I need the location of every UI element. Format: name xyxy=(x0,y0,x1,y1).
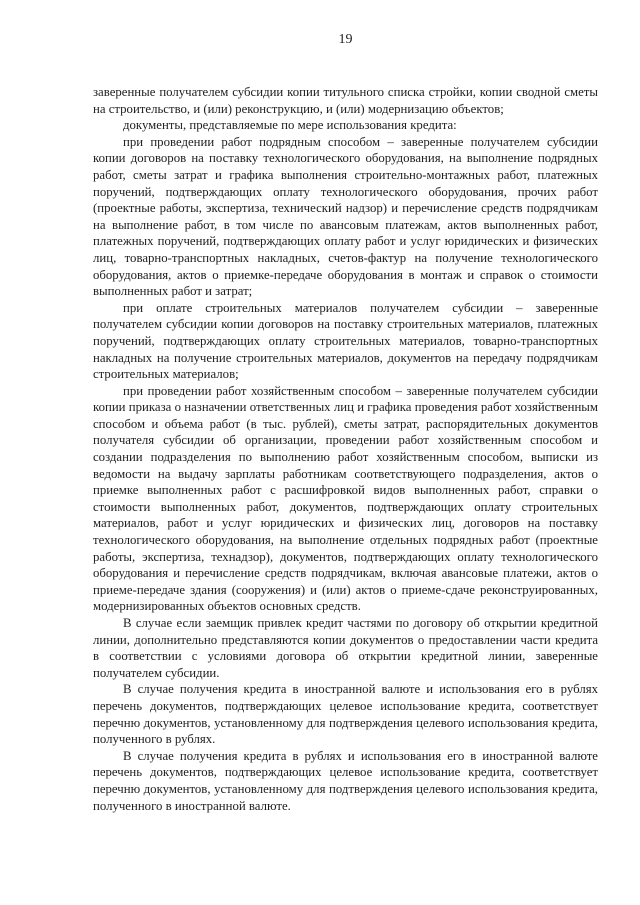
paragraph-7: В случае получения кредита в иностранной валюте и использования его в рублях перечень документов, подтверждающих целевое использование кредита, соответствует перечню документов, установленному для подтверждения целевого использования кредита, полученного в рублях. xyxy=(93,682,598,747)
paragraph-3: при проведении работ подрядным способом – заверенные получателем субсидии копии договоров на поставку технологического оборудования, на выполнение подрядных работ, сметы затрат и графика выполнения строительно-монтажных работ, платежных поручений, подтверждающих оплату технологического оборудования, прочих работ (проектные работы, экспертиза, технический надзор) и перечисление средств подрядчикам на выполнение работ, в том числе по авансовым платежам, актов выполненных работ, платежных поручений, подтверждающих оплату работ и услуг юридических и физических лиц, товарно-транспортных накладных, счетов-фактур на получение технологического оборудования, актов о приемке-передаче оборудования в монтаж и справок о стоимости выполненных работ и затрат; xyxy=(93,134,598,299)
paragraph-4: при оплате строительных материалов получателем субсидии – заверенные получателем субсидии копии договоров на поставку строительных материалов, платежных поручений, подтверждающих оплату строительных материалов, товарно-транспортных накладных на получение строительных материалов, документов на передачу подрядчикам строительных материалов; xyxy=(93,300,598,382)
document-body xyxy=(93,84,598,814)
paragraph-1: заверенные получателем субсидии копии титульного списка стройки, копии сводной сметы на строительство, и (или) реконструкцию, и (или) модернизацию объектов; xyxy=(93,85,598,116)
paragraph-5: при проведении работ хозяйственным способом – заверенные получателем субсидии копии приказа о назначении ответственных лиц и графика проведения работ хозяйственным способом и объема работ (в тыс. рублей), сметы затрат, распорядительных документов получателя субсидии об организации, проведении работ хозяйственным способом и создании подразделения по выполнению работ хозяйственным способом, выписки из ведомости на выдачу зарплаты работникам соответствующего подразделения, актов о приемке выполненных работ с расшифровкой видов выполненных работ, справки о стоимости выполненных работ, документов, подтверждающих оплату строительных материалов, работ и услуг юридических и физических лиц, договоров на поставку технологического оборудования, на выполнение отдельных подрядных работ (проектные работы, экспертиза, технадзор), документов, подтверждающих оплату технологического оборудования и перечисление средств подрядчикам, включая авансовые платежи, актов о приеме-передаче здания (сооружения) и (или) актов о приеме-сдаче реконструированных, модернизированных объектов основных средств. xyxy=(93,383,598,614)
paragraph-6: В случае если заемщик привлек кредит частями по договору об открытии кредитной линии, дополнительно представляются копии документов о предоставлении части кредита в соответствии с условиями договора об открытии кредитной линии, заверенные получателем субсидии. xyxy=(93,616,598,680)
page-number: 19 xyxy=(338,32,353,47)
paragraph-8: В случае получения кредита в рублях и использования его в иностранной валюте перечень документов, подтверждающих целевое использование кредита, соответствует перечню документов, установленному для подтверждения целевого использования кредита, полученного в иностранной валюте. xyxy=(93,748,598,813)
paragraph-2: документы, представляемые по мере использования кредита: xyxy=(123,118,457,133)
